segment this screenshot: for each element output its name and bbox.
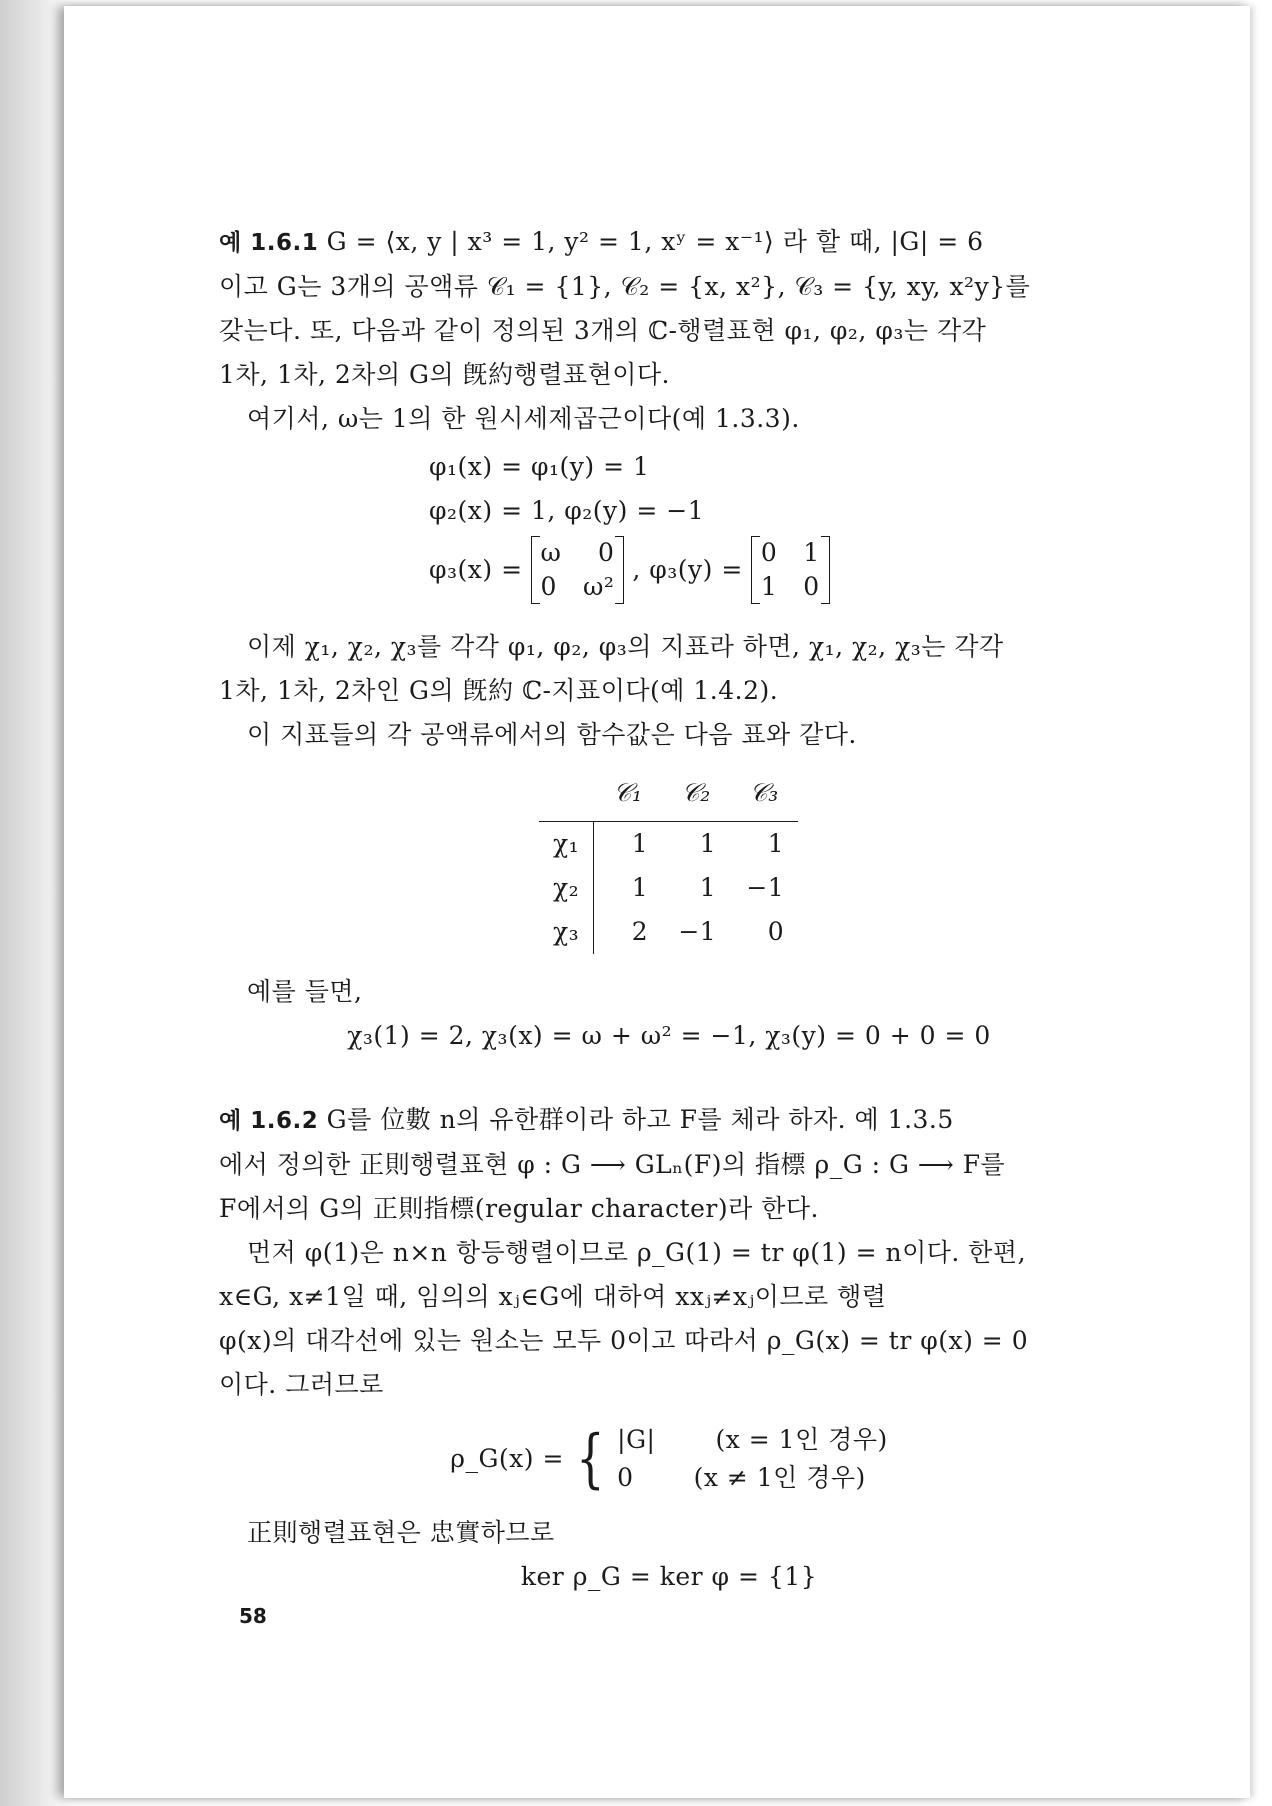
page-number: 58 xyxy=(239,1604,267,1628)
character-table-header xyxy=(539,771,798,822)
example-1-character-line-2: 1차, 1차, 2차인 G의 旣約 ℂ-지표이다(예 1.4.2). xyxy=(219,676,779,705)
case-value: 0 xyxy=(617,1463,634,1492)
table-cell: −1 xyxy=(678,917,717,946)
left-brace-icon: { xyxy=(576,1422,605,1496)
example-1-label: 예 1.6.1 xyxy=(219,230,319,256)
piecewise-left: ρ_G(x) = xyxy=(450,1444,564,1473)
example-2-line-1 xyxy=(219,1098,1119,1143)
example-2-line-8: 正則행렬표현은 忠實하므로 xyxy=(247,1518,555,1547)
case-condition: (x ≠ 1인 경우) xyxy=(693,1463,866,1492)
table-row xyxy=(539,910,798,954)
example-2-line-6: φ(x)의 대각선에 있는 원소는 모두 0이고 따라서 ρ_G(x) = tr φ(x) = 0 xyxy=(219,1326,1029,1355)
example-2-line-5: x∈G, x≠1일 때, 임의의 xⱼ∈G에 대하여 xxⱼ≠xⱼ이므로 행렬 xyxy=(219,1282,887,1311)
phi3-x-label: φ₃(x) = xyxy=(429,555,523,584)
example-1-statement: G = ⟨x, y | x³ = 1, y² = 1, xʸ = x⁻¹⟩ 라 할 때, |G| = 6 xyxy=(326,227,984,256)
class-header: 𝒞₃ xyxy=(730,771,798,822)
table-cell: 1 xyxy=(699,829,717,858)
table-cell: 2 xyxy=(631,917,649,946)
example-1-omega-note: 여기서, ω는 1의 한 원시세제곱근이다(예 1.3.3). xyxy=(247,404,800,433)
matrix-cell: 0 xyxy=(597,538,615,567)
table-row xyxy=(539,822,798,867)
character-label: χ₃ xyxy=(539,910,594,954)
case-condition: (x = 1인 경우) xyxy=(715,1425,888,1454)
table-cell: 1 xyxy=(767,829,785,858)
example-2-label: 예 1.6.2 xyxy=(219,1108,319,1134)
phi3-y-label: , φ₃(y) = xyxy=(632,555,743,584)
table-cell: 1 xyxy=(631,829,649,858)
representation-equations xyxy=(429,445,1119,607)
example-1-line-1 xyxy=(219,220,1119,265)
piecewise-cases xyxy=(617,1421,888,1497)
class-header: 𝒞₂ xyxy=(662,771,730,822)
matrix-phi3-x xyxy=(531,534,625,606)
matrix-cell: ω² xyxy=(582,572,615,601)
example-1-for-example: 예를 들면, xyxy=(247,977,363,1006)
character-label: χ₂ xyxy=(539,866,594,910)
example-2-line-3: F에서의 G의 正則指標(regular character)라 한다. xyxy=(219,1194,819,1223)
matrix-cell: 1 xyxy=(803,538,820,567)
character-label: χ₁ xyxy=(539,822,594,867)
table-cell: −1 xyxy=(746,873,785,902)
example-1-line-4: 1차, 1차, 2차의 G의 旣約행렬표현이다. xyxy=(219,360,670,389)
equation-phi2: φ₂(x) = 1, φ₂(y) = −1 xyxy=(429,496,705,525)
example-2-line-2: 에서 정의한 正則행렬표현 φ : G ⟶ GLₙ(F)의 指標 ρ_G : G ⟶ F를 xyxy=(219,1150,1006,1179)
equation-phi1: φ₁(x) = φ₁(y) = 1 xyxy=(429,452,650,481)
matrix-cell: 0 xyxy=(803,572,820,601)
character-table xyxy=(539,771,798,954)
example-1-line-2: 이고 G는 3개의 공액류 𝒞₁ = {1}, 𝒞₂ = {x, x²}, 𝒞₃ = {y, xy, x²y}를 xyxy=(219,272,1031,301)
matrix-cell: 1 xyxy=(760,572,778,601)
example-2-statement: G를 位數 n의 유한群이라 하고 F를 체라 하자. 예 1.3.5 xyxy=(326,1105,954,1134)
page-content xyxy=(219,220,1119,1599)
equation-chi3-values: χ₃(1) = 2, χ₃(x) = ω + ω² = −1, χ₃(y) = 0 + 0 = 0 xyxy=(347,1021,991,1050)
example-1-line-3: 갖는다. 또, 다음과 같이 정의된 3개의 ℂ-행렬표현 φ₁, φ₂, φ₃는 각각 xyxy=(219,316,987,345)
example-2-line-4: 먼저 φ(1)은 n×n 항등행렬이므로 ρ_G(1) = tr φ(1) = n이다. 한편, xyxy=(247,1238,1027,1267)
piecewise-equation xyxy=(219,1421,1119,1497)
example-2-line-7: 이다. 그러므로 xyxy=(219,1370,384,1399)
matrix-cell: ω xyxy=(540,538,562,567)
case-value: |G| xyxy=(617,1425,656,1454)
table-cell: 0 xyxy=(767,917,785,946)
equation-phi3 xyxy=(429,533,1119,607)
table-row xyxy=(539,866,798,910)
matrix-cell: 0 xyxy=(540,572,557,601)
equation-kernel: ker ρ_G = ker φ = {1} xyxy=(520,1562,818,1591)
matrix-phi3-y xyxy=(751,534,830,606)
matrix-cell: 0 xyxy=(760,538,778,567)
example-1-table-intro: 이 지표들의 각 공액류에서의 함수값은 다음 표와 같다. xyxy=(247,720,857,749)
table-cell: 1 xyxy=(699,873,717,902)
class-header: 𝒞₁ xyxy=(594,771,663,822)
table-cell: 1 xyxy=(631,873,649,902)
example-1-character-line-1: 이제 χ₁, χ₂, χ₃를 각각 φ₁, φ₂, φ₃의 지표라 하면, χ₁, χ₂, χ₃는 각각 xyxy=(247,632,1004,661)
